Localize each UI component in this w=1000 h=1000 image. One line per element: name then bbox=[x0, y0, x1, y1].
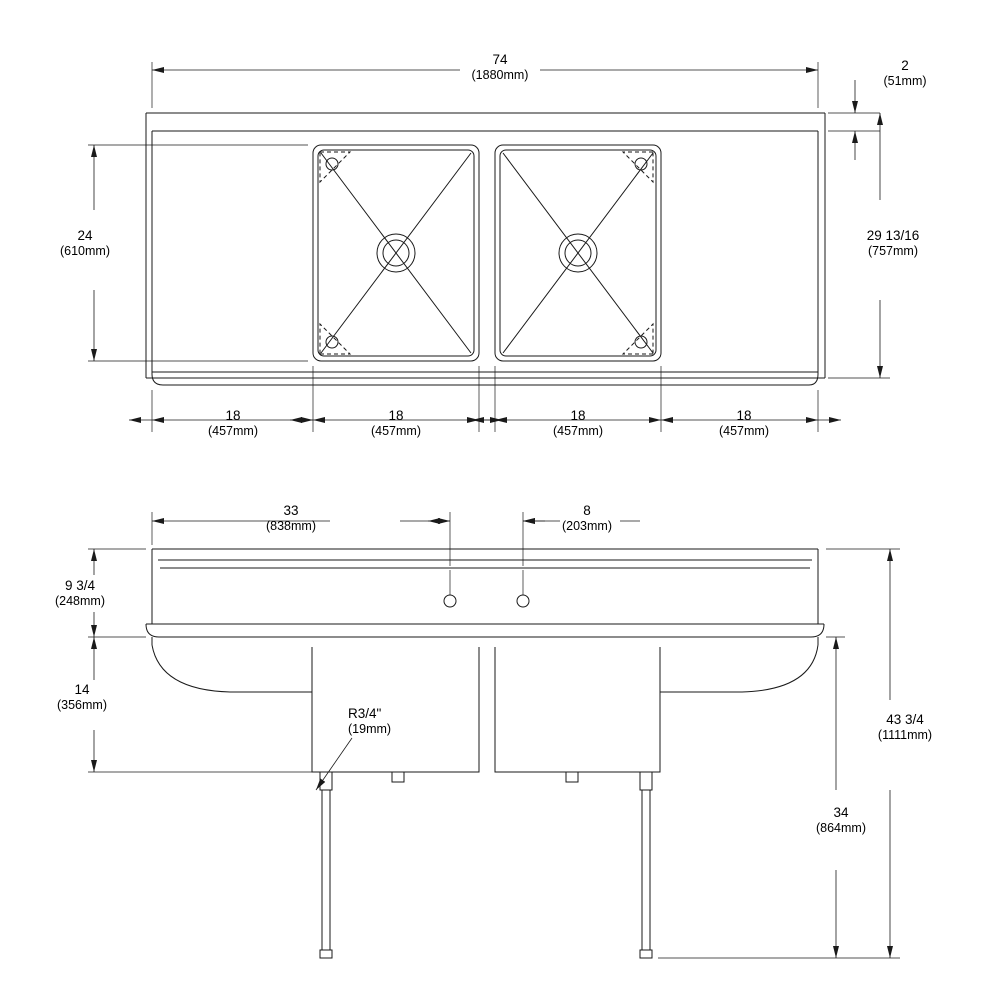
front-view-dimensions bbox=[88, 512, 900, 958]
top-view-dimensions bbox=[88, 62, 890, 432]
dim-bottom-seg-1: 18 (457mm) bbox=[207, 408, 258, 438]
front-view-geometry bbox=[146, 549, 824, 958]
top-view-geometry bbox=[146, 113, 825, 385]
dim-corner-radius: R3/4" (19mm) bbox=[348, 706, 392, 736]
dim-bottom-seg-2: 18 (457mm) bbox=[370, 408, 421, 438]
dim-front-bowl-depth: 14 (356mm) bbox=[56, 682, 107, 712]
dim-front-backsplash-to-hole: 33 (838mm) bbox=[265, 503, 316, 533]
dim-front-hole-spacing: 8 (203mm) bbox=[561, 503, 612, 533]
dim-front-work-height: 34 (864mm) bbox=[815, 805, 866, 835]
dim-bottom-seg-3: 18 (457mm) bbox=[552, 408, 603, 438]
dim-top-overall-depth: 29 13/16 (757mm) bbox=[866, 228, 920, 258]
dim-front-overall-height: 43 3/4 (1111mm) bbox=[877, 712, 933, 742]
dim-top-bowl-depth: 24 (610mm) bbox=[59, 228, 110, 258]
dim-top-overall-width: 74 (1880mm) bbox=[471, 52, 529, 82]
dim-front-splash-height: 9 3/4 (248mm) bbox=[54, 578, 105, 608]
dim-bottom-seg-4: 18 (457mm) bbox=[718, 408, 769, 438]
dim-backsplash-depth: 2 (51mm) bbox=[883, 58, 927, 88]
